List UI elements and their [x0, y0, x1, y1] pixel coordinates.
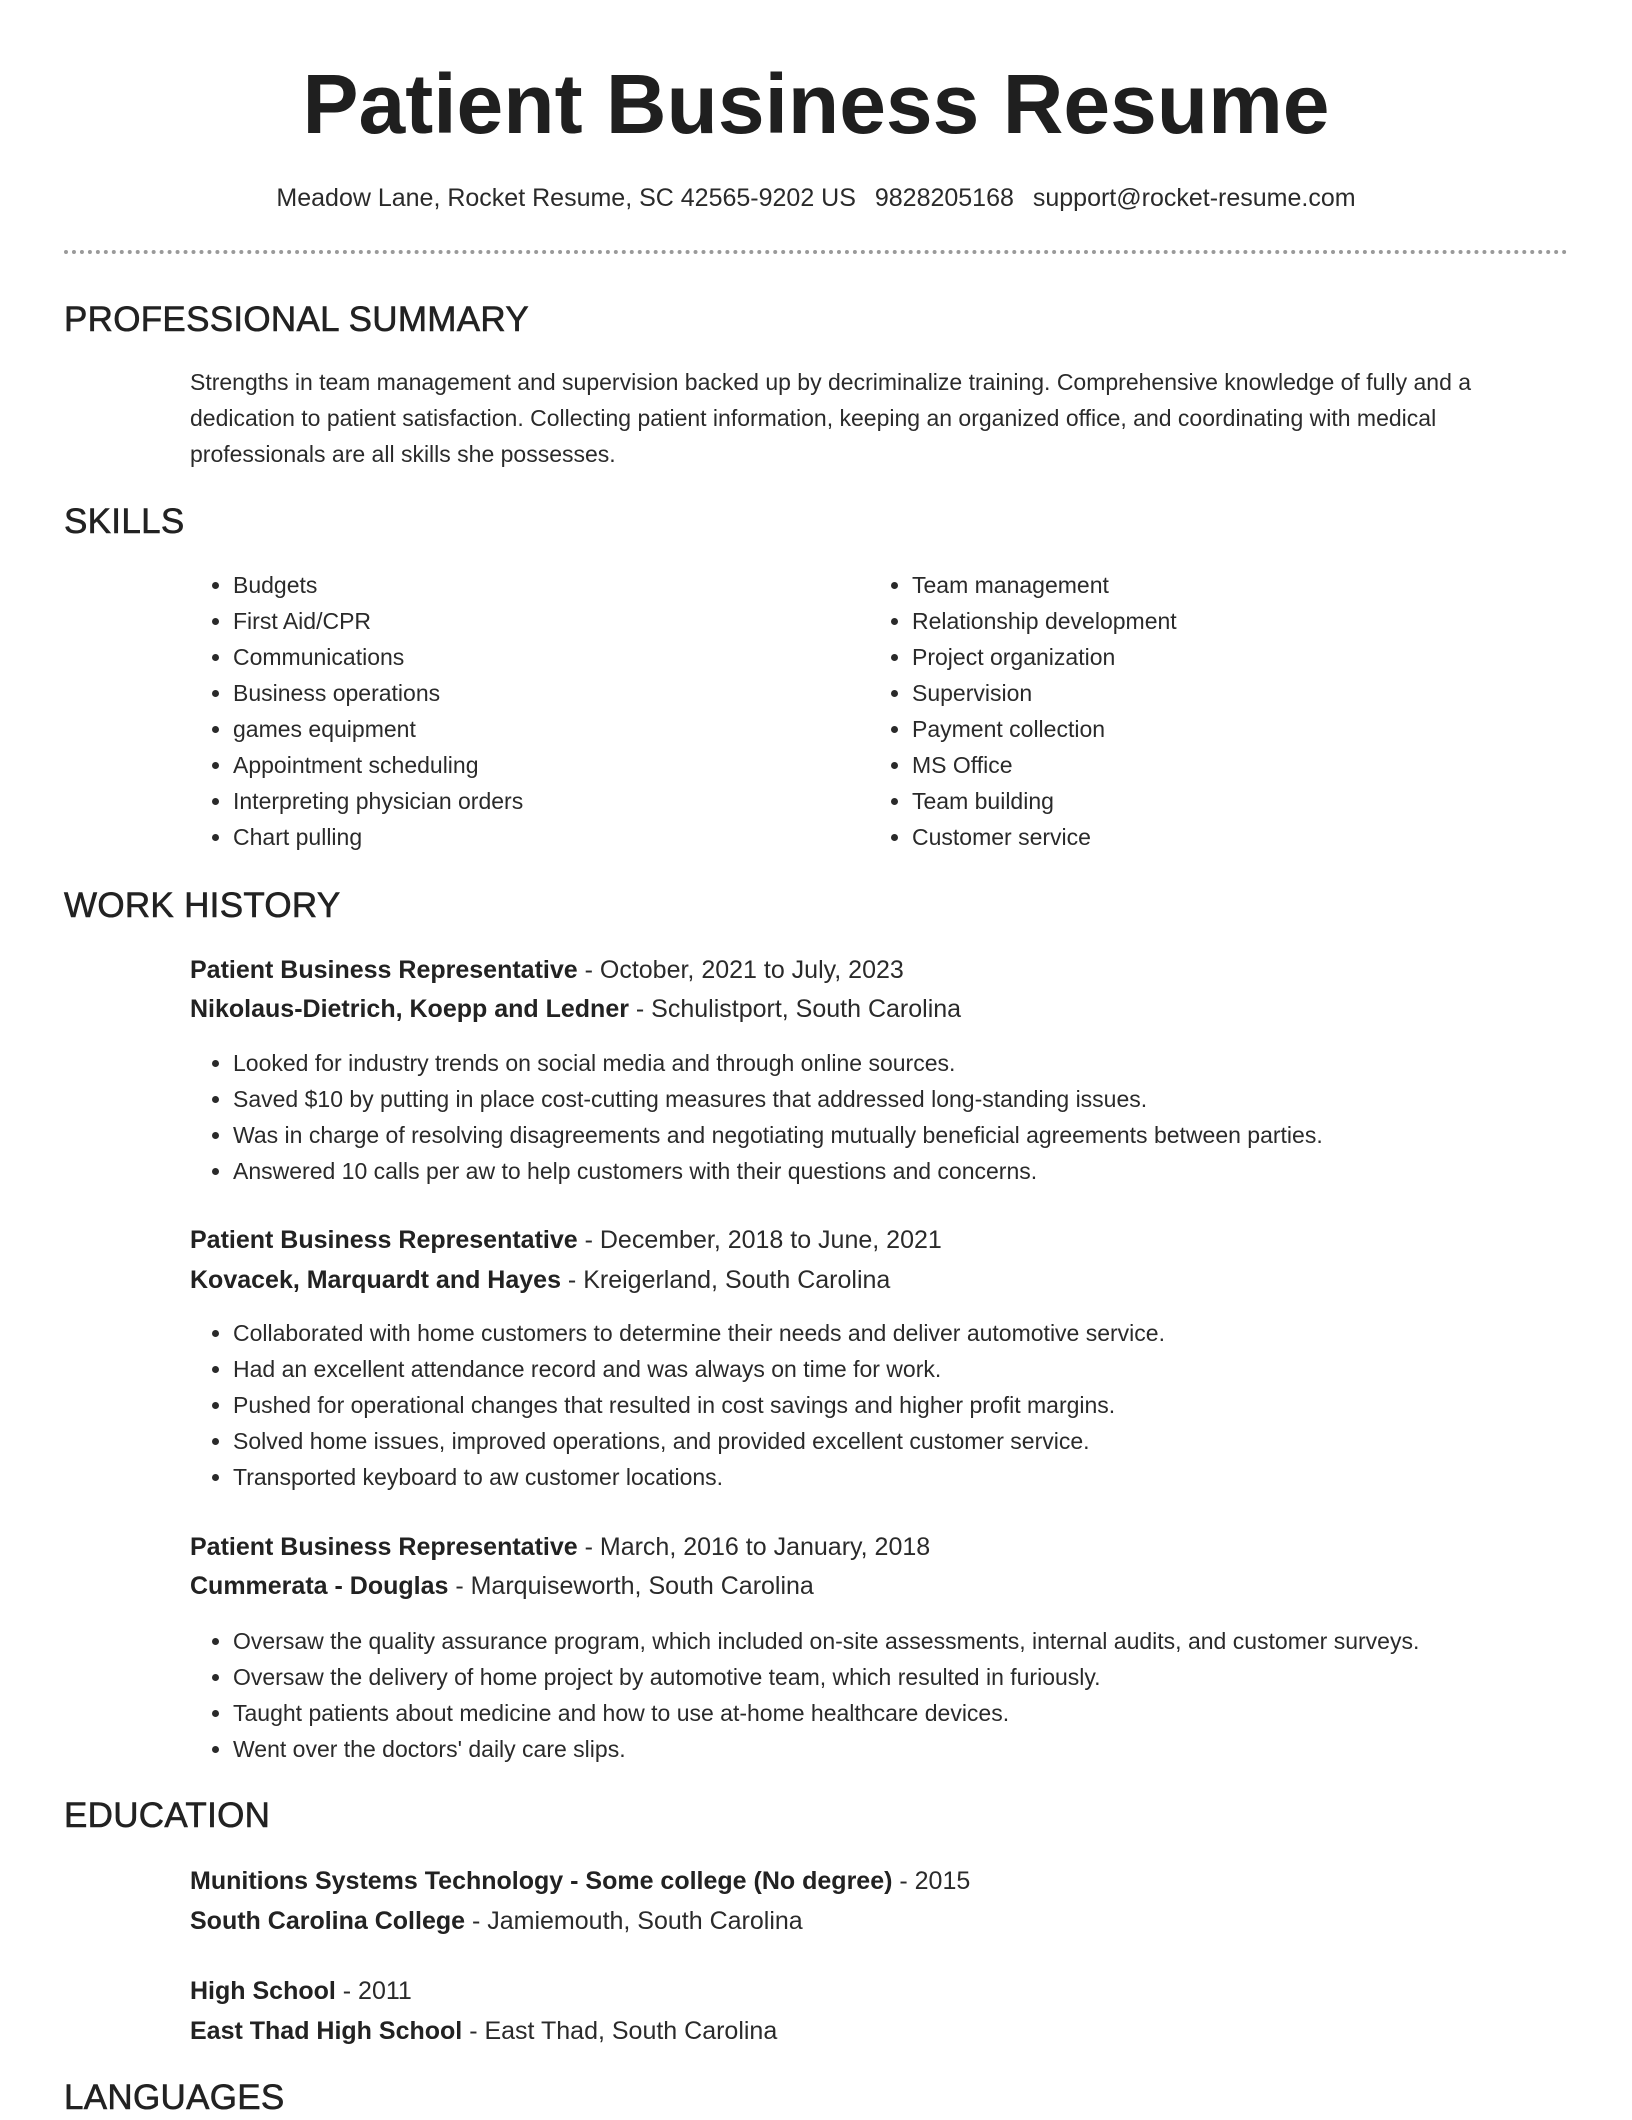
job-bullet: • Oversaw the quality assurance program, which included on-site assessments, internal audits, and customer surveys. [233, 1623, 1632, 1659]
contact-address: Meadow Lane, Rocket Resume, SC 42565-9202 US [276, 184, 856, 212]
skill-item: • First Aid/CPR [233, 603, 833, 639]
education-degree-line [190, 1971, 412, 2011]
skill-item: • Communications [233, 639, 833, 675]
skill-item: • Business operations [233, 675, 833, 711]
job-location: - Kreigerland, South Carolina [560, 1266, 891, 1294]
job-dates: - October, 2021 to July, 2023 [577, 956, 904, 984]
job-bullet: • Looked for industry trends on social media and through online sources. [233, 1045, 1632, 1081]
skill-item: • Interpreting physician orders [233, 783, 833, 819]
job-title-line [190, 1220, 942, 1260]
languages-heading: LANGUAGES [64, 2078, 285, 2117]
education-school-line [190, 1901, 803, 1941]
job-bullet: • Solved home issues, improved operations, and provided excellent customer service. [233, 1423, 1632, 1459]
education-school-line [190, 2011, 777, 2051]
job-bullet: • Went over the doctors' daily care slips. [233, 1731, 1632, 1767]
header-divider [64, 250, 1568, 254]
skill-item: • Budgets [233, 567, 833, 603]
job-bullet: • Oversaw the delivery of home project by automotive team, which resulted in furiously. [233, 1659, 1632, 1695]
skills-list-right [869, 567, 1512, 855]
skills-heading: SKILLS [64, 502, 185, 541]
summary-text: Strengths in team management and supervision backed up by decriminalize training. Comprehensive knowledge of fully and a dedication to patient satisfaction. Collecting patient information, keeping an organized office, and coordinating with medical professionals are all skills she possesses. [190, 369, 1472, 467]
skill-item: • Customer service [912, 819, 1512, 855]
education-degree: Munitions Systems Technology - Some college (No degree) [190, 1867, 893, 1895]
contact-email[interactable]: support@rocket-resume.com [1032, 184, 1356, 212]
skill-item: • Team building [912, 783, 1512, 819]
job-bullet: • Was in charge of resolving disagreements and negotiating mutually beneficial agreements between parties. [233, 1117, 1632, 1153]
skill-item: • Chart pulling [233, 819, 833, 855]
job-title: Patient Business Representative [190, 1226, 578, 1254]
job-bullets [190, 1623, 1632, 1767]
contact-phone: 9828205168 [874, 184, 1014, 212]
job-company: Nikolaus-Dietrich, Koepp and Ledner [190, 995, 629, 1023]
job-title: Patient Business Representative [190, 1533, 578, 1561]
contact-line [0, 180, 1632, 216]
education-year: - 2011 [335, 1977, 412, 2005]
education-location: - East Thad, South Carolina [462, 2017, 778, 2045]
job-bullet: • Taught patients about medicine and how to use at-home healthcare devices. [233, 1695, 1632, 1731]
job-location: - Marquiseworth, South Carolina [448, 1572, 814, 1600]
skill-item: • games equipment [233, 711, 833, 747]
job-bullet: • Collaborated with home customers to determine their needs and deliver automotive service. [233, 1315, 1632, 1351]
education-degree: High School [190, 1977, 336, 2005]
job-title-line [190, 950, 904, 990]
work-heading: WORK HISTORY [64, 886, 341, 925]
job-company-line [190, 1260, 890, 1300]
job-company: Cummerata - Douglas [190, 1572, 449, 1600]
job-bullet: • Had an excellent attendance record and was always on time for work. [233, 1351, 1632, 1387]
education-location: - Jamiemouth, South Carolina [465, 1907, 803, 1935]
skill-item: • Team management [912, 567, 1512, 603]
job-company-line [190, 1566, 814, 1606]
summary-heading: PROFESSIONAL SUMMARY [64, 300, 529, 339]
job-bullet: • Transported keyboard to aw customer locations. [233, 1459, 1632, 1495]
education-year: - 2015 [892, 1867, 971, 1895]
job-company: Kovacek, Marquardt and Hayes [190, 1266, 561, 1294]
education-school: South Carolina College [190, 1907, 466, 1935]
job-bullet: • Answered 10 calls per aw to help customers with their questions and concerns. [233, 1153, 1632, 1189]
job-dates: - March, 2016 to January, 2018 [577, 1533, 931, 1561]
job-bullet: • Pushed for operational changes that resulted in cost savings and higher profit margins. [233, 1387, 1632, 1423]
job-title: Patient Business Representative [190, 956, 578, 984]
education-degree-line [190, 1861, 970, 1901]
job-title-line [190, 1527, 930, 1567]
skill-item: • MS Office [912, 747, 1512, 783]
job-bullets [190, 1045, 1632, 1189]
skill-item: • Appointment scheduling [233, 747, 833, 783]
skill-item: • Supervision [912, 675, 1512, 711]
job-company-line [190, 989, 961, 1029]
skill-item: • Project organization [912, 639, 1512, 675]
skills-list-left [190, 567, 833, 855]
resume-name: Patient Business Resume [302, 57, 1330, 151]
skill-item: • Relationship development [912, 603, 1512, 639]
job-location: - Schulistport, South Carolina [628, 995, 962, 1023]
skill-item: • Payment collection [912, 711, 1512, 747]
job-bullet: • Saved $10 by putting in place cost-cutting measures that addressed long-standing issues. [233, 1081, 1632, 1117]
education-school: East Thad High School [190, 2017, 463, 2045]
job-dates: - December, 2018 to June, 2021 [577, 1226, 942, 1254]
education-heading: EDUCATION [64, 1796, 271, 1835]
job-bullets [190, 1315, 1632, 1495]
